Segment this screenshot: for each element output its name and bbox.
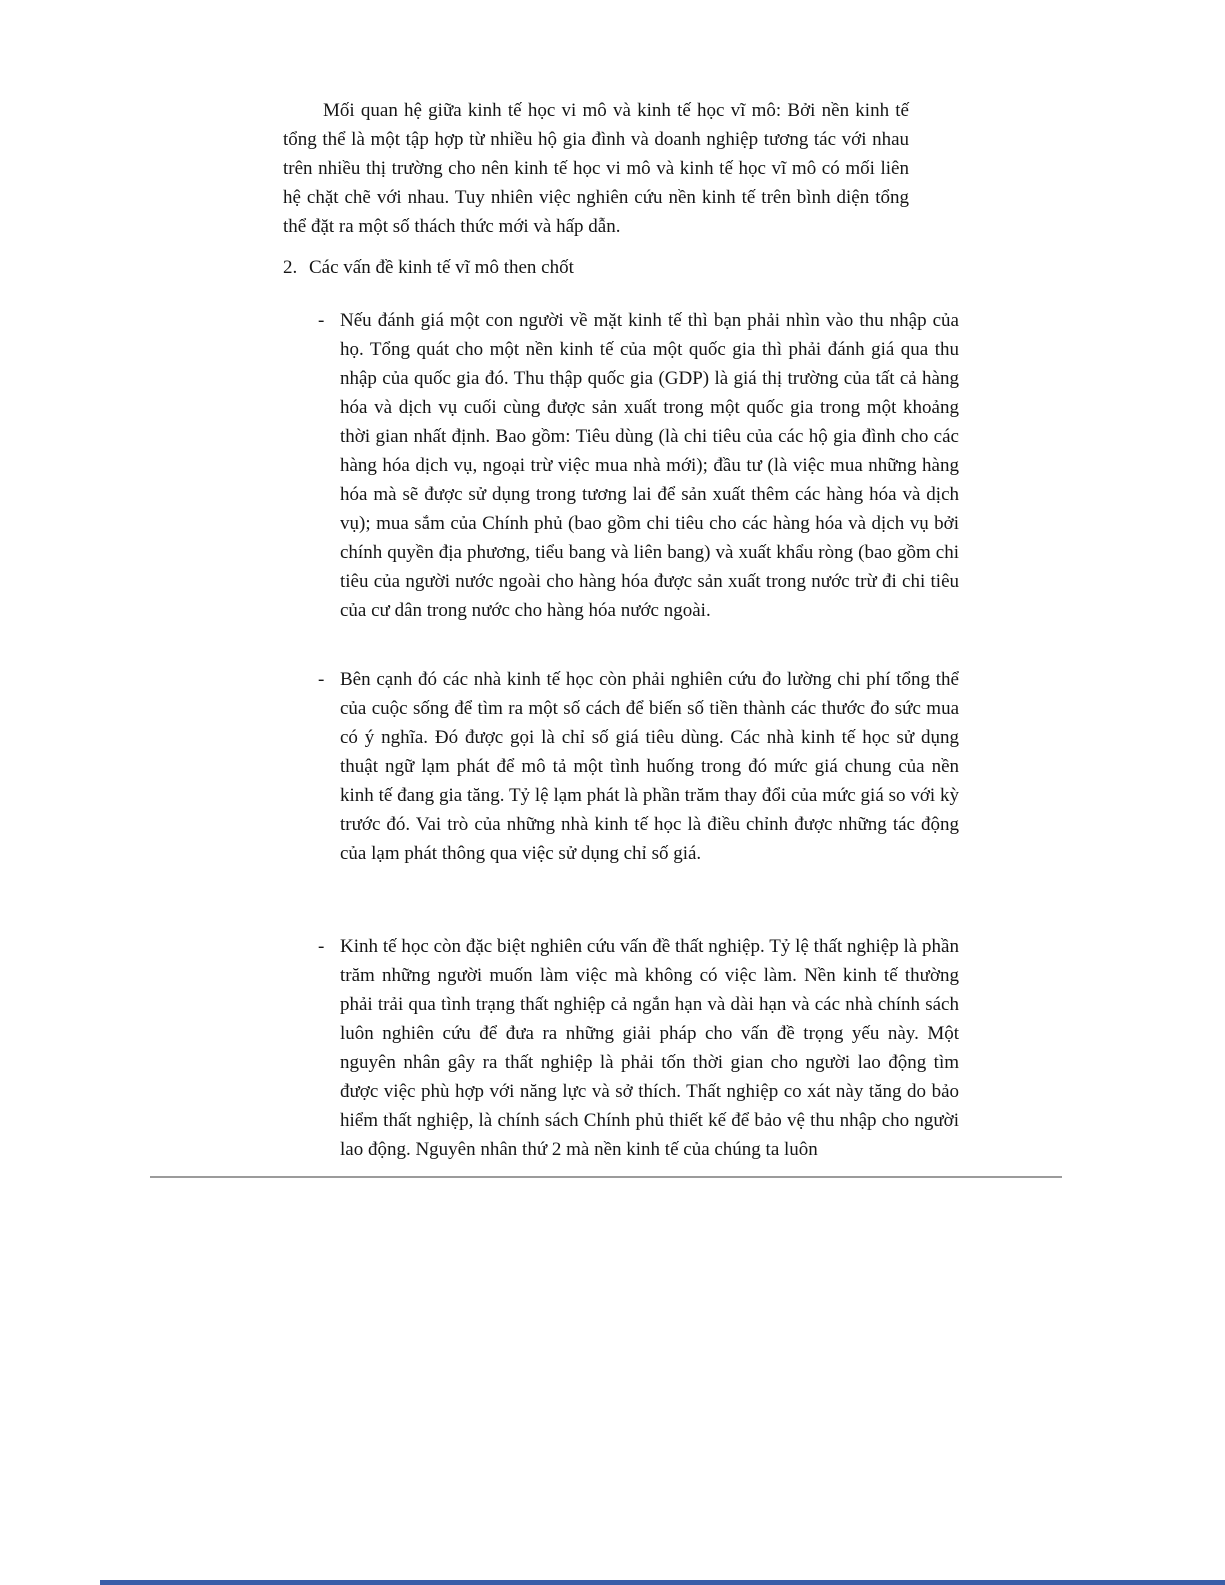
bullet-text-unemployment: Kinh tế học còn đặc biệt nghiên cứu vấn đề thất nghiệp. Tỷ lệ thất nghiệp là phần trăm những người muốn làm việc mà không có việc làm. Nền kinh tế thường phải trải qua tình trạng thất nghiệp cả ngắn hạn và dài hạn và các nhà chính sách luôn nghiên cứu để đưa ra những giải pháp cho vấn đề trọng yếu này. Một nguyên nhân gây ra thất nghiệp là phải tốn thời gian cho người lao động tìm được việc phù hợp với năng lực và sở thích. Thất nghiệp co xát này tăng do bảo hiểm thất nghiệp, là chính sách Chính phủ thiết kế để bảo vệ thu nhập cho người lao động. Nguyên nhân thứ 2 mà nền kinh tế của chúng ta luôn [340, 936, 959, 1160]
bullet-marker: - [318, 936, 325, 957]
numbered-section-heading [283, 253, 961, 282]
bottom-blue-bar [100, 1580, 1225, 1585]
section-number: 2. [283, 257, 298, 278]
bullet-item [318, 306, 959, 625]
bullet-item [318, 932, 959, 1164]
bullet-text-gdp: Nếu đánh giá một con người về mặt kinh tế thì bạn phải nhìn vào thu nhập của họ. Tổng quát cho một nền kinh tế của một quốc gia thì phải đánh giá qua thu nhập của quốc gia đó. Thu thập quốc gia (GDP) là giá thị trường của tất cả hàng hóa và dịch vụ cuối cùng được sản xuất trong một quốc gia trong một khoảng thời gian nhất định. Bao gồm: Tiêu dùng (là chi tiêu của các hộ gia đình cho các hàng hóa dịch vụ, ngoại trừ việc mua nhà mới); đầu tư (là việc mua những hàng hóa mà sẽ được sử dụng trong tương lai để sản xuất thêm các hàng hóa và dịch vụ); mua sắm của Chính phủ (bao gồm chi tiêu cho các hàng hóa và dịch vụ bởi chính quyền địa phương, tiểu bang và liên bang) và xuất khẩu ròng (bao gồm chi tiêu của người nước ngoài cho hàng hóa được sản xuất trong nước trừ đi chi tiêu của cư dân trong nước cho hàng hóa nước ngoài. [340, 310, 959, 621]
page-divider-line [150, 1176, 1062, 1178]
bullet-marker: - [318, 310, 325, 331]
bullet-item [318, 665, 959, 868]
section-title: Các vấn đề kinh tế vĩ mô then chốt [309, 257, 574, 278]
bullet-text-inflation: Bên cạnh đó các nhà kinh tế học còn phải nghiên cứu đo lường chi phí tổng thể của cuộc sống để tìm ra một số cách để biến số tiền thành các thước đo sức mua có ý nghĩa. Đó được gọi là chỉ số giá tiêu dùng. Các nhà kinh tế học sử dụng thuật ngữ lạm phát để mô tả một tình huống trong đó mức giá chung của nền kinh tế đang gia tăng. Tỷ lệ lạm phát là phần trăm thay đổi của mức giá so với kỳ trước đó. Vai trò của những nhà kinh tế học là điều chỉnh được những tác động của lạm phát thông qua việc sử dụng chỉ số giá. [340, 669, 959, 864]
bullet-list [318, 306, 959, 1164]
intro-paragraph: Mối quan hệ giữa kinh tế học vi mô và kinh tế học vĩ mô: Bởi nền kinh tế tổng thể là một tập hợp từ nhiều hộ gia đình và doanh nghiệp tương tác với nhau trên nhiều thị trường cho nên kinh tế học vi mô và kinh tế học vĩ mô có mối liên hệ chặt chẽ với nhau. Tuy nhiên việc nghiên cứu nền kinh tế trên bình diện tổng thể đặt ra một số thách thức mới và hấp dẫn. [283, 100, 909, 237]
bullet-marker: - [318, 669, 325, 690]
text-content [283, 96, 961, 1164]
